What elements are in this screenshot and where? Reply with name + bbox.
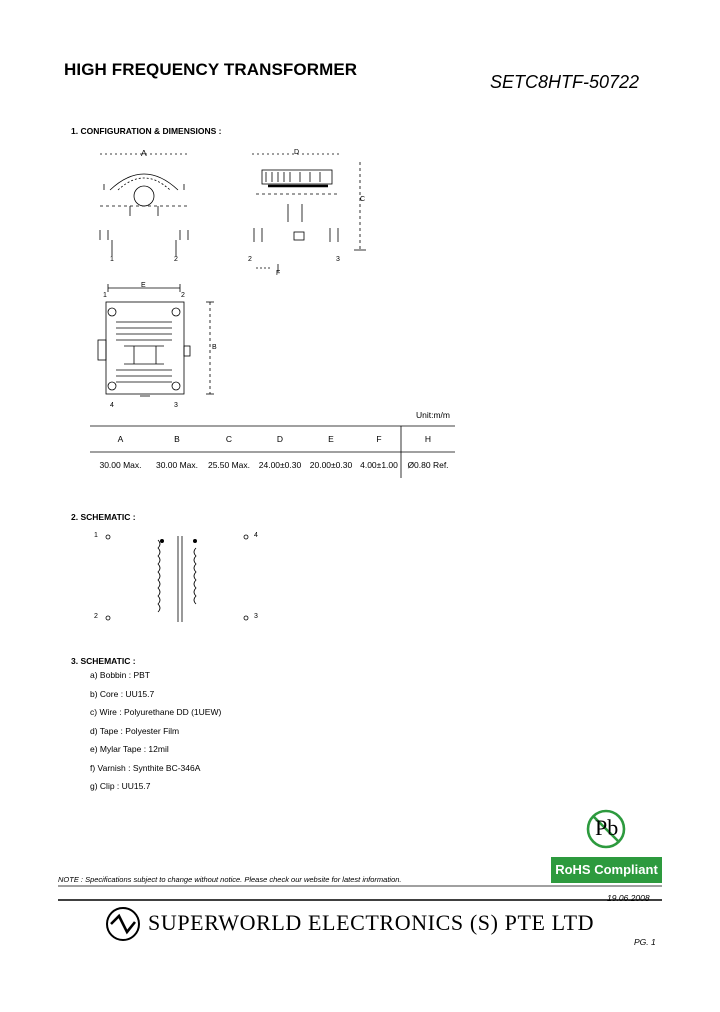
company-name: SUPERWORLD ELECTRONICS (S) PTE LTD (148, 910, 595, 935)
side-view-drawing (252, 154, 366, 272)
bottom-view-pin-1: 1 (103, 292, 107, 299)
side-view-dim-d: D (294, 149, 300, 156)
list-item: e) Mylar Tape : 12mil (90, 744, 169, 754)
pb-symbol: Pb (595, 815, 619, 840)
side-view-dim-c: C (360, 196, 366, 203)
table-header-cell: H (424, 434, 432, 444)
front-view-drawing (100, 154, 188, 256)
unit-label: Unit:m/m (416, 410, 450, 420)
page-number: PG. 1 (634, 937, 656, 947)
table-header-cell: F (376, 434, 382, 444)
document-title: HIGH FREQUENCY TRANSFORMER (64, 60, 358, 79)
schematic-pin-2: 2 (94, 613, 98, 620)
table-header-cell: C (225, 434, 233, 444)
schematic-drawing (106, 535, 248, 622)
document-date: 19.06.2008 (607, 893, 650, 903)
table-row (90, 452, 455, 478)
bottom-view-pin-3: 3 (174, 402, 178, 409)
bottom-view-drawing (98, 284, 214, 396)
section-3-heading: 3. SCHEMATIC : (71, 656, 136, 666)
table-header-cell: B (174, 434, 180, 444)
table-cell: 30.00 Max. (155, 460, 199, 470)
list-item: c) Wire : Polyurethane DD (1UEW) (90, 707, 222, 717)
materials-list (90, 670, 221, 800)
list-item: d) Tape : Polyester Film (90, 725, 180, 736)
list-item: g) Clip : UU15.7 (90, 781, 151, 791)
bottom-view-pin-4: 4 (110, 402, 114, 409)
list-item: f) Varnish : Synthite BC-346A (90, 762, 201, 773)
schematic-pin-4: 4 (254, 532, 258, 539)
company-logo-mark (107, 908, 139, 940)
table-cell: Ø0.80 Ref. (407, 460, 449, 470)
side-view-dim-f: F (276, 270, 281, 277)
footer-note: NOTE : Specifications subject to change without notice. Please check our website for latest information. (58, 875, 402, 884)
table-header-cell: D (276, 434, 284, 444)
table-cell: 4.00±1.00 (360, 460, 398, 470)
front-view-pin-2: 2 (174, 256, 178, 263)
table-cell: 20.00±0.30 (309, 460, 353, 470)
section-1-heading: 1. CONFIGURATION & DIMENSIONS : (71, 126, 222, 136)
schematic-pin-1: 1 (94, 532, 98, 539)
front-view-pin-1: 1 (110, 256, 114, 263)
table-header-cell: E (328, 434, 334, 444)
side-view-pin-2: 2 (248, 256, 252, 263)
table-header-row (90, 426, 455, 452)
dimension-table (90, 426, 455, 478)
list-item: a) Bobbin : PBT (90, 670, 151, 680)
schematic-pin-3: 3 (254, 613, 258, 620)
table-header-cell: A (117, 434, 124, 444)
table-cell: 30.00 Max. (99, 460, 142, 470)
section-2-heading: 2. SCHEMATIC : (71, 512, 136, 522)
table-cell: 25.50 Max. (207, 460, 251, 470)
bottom-view-pin-2: 2 (181, 292, 185, 299)
rohs-compliant-badge: RoHS Compliant (551, 857, 662, 883)
list-item: b) Core : UU15.7 (90, 688, 155, 699)
bottom-view-dim-e: E (141, 282, 146, 289)
table-cell: 24.00±0.30 (258, 460, 302, 470)
side-view-pin-3: 3 (336, 256, 340, 263)
front-view-dim-a: A (141, 148, 147, 158)
bottom-view-dim-b: B (212, 344, 217, 351)
part-number: SETC8HTF-50722 (490, 72, 640, 92)
